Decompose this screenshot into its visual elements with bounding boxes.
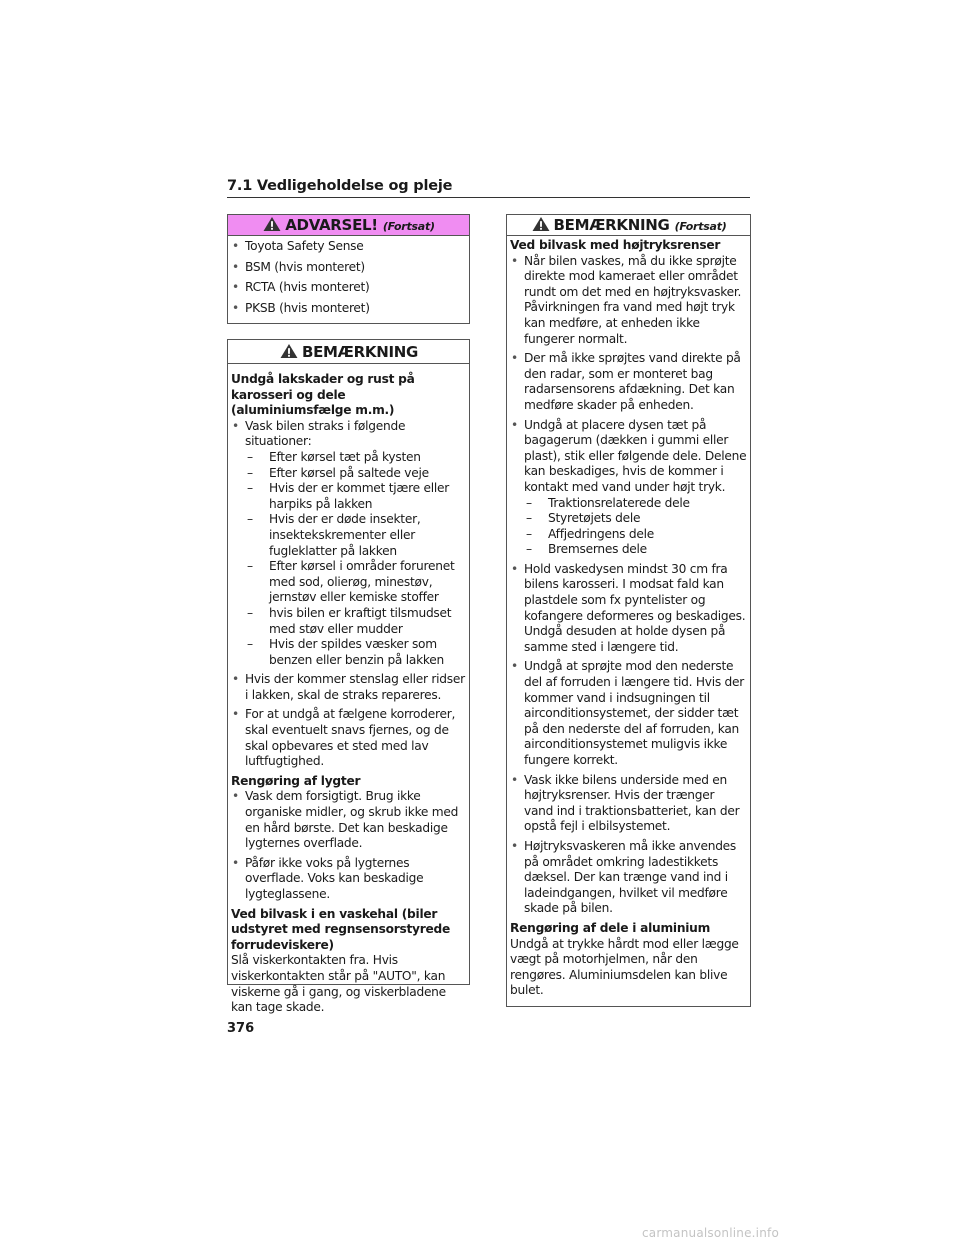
notice-box [227,339,470,1015]
warning-list [231,239,466,316]
section-heading: Rengøring af lygter [231,773,361,788]
dash-item: – Hvis der er kommet tjære eller harpiks på lakken [245,481,466,512]
bullet-list [231,419,466,770]
dash-item: – hvis bilen er kraftigt tilsmudset med støv eller mudder [245,606,466,637]
dash-item: – Efter kørsel tæt på kysten [245,450,466,466]
list-item [231,672,466,703]
dash-item: – Efter kørsel på saltede veje [245,466,466,482]
warning-continued: (Fortsat) [382,220,435,233]
bullet-text: Vask dem forsigtigt. Brug ikke organiske midler, og skrub ikke med en hård børste. Det kan beskadige lygternes overflade. [245,789,459,851]
dash-item: – Hvis der spildes væsker som benzen eller benzin på lakken [245,637,466,668]
dash-item: – Hvis der er døde insekter, insektekskrementer eller fugleklatter på lakken [245,512,466,559]
dash-list [245,450,466,668]
warning-triangle-icon [262,216,282,232]
watermark: carmanualsonline.info [642,1226,779,1240]
warning-box-header [228,215,469,236]
list-item [510,351,747,413]
dash-item: – Styretøjets dele [524,511,747,527]
paragraph: Undgå at trykke hårdt mod eller lægge vægt på motorhjelmen, når den rengøres. Aluminiumsdelen kan blive bulet. [510,936,739,998]
list-item [231,856,466,903]
bullet-text: Når bilen vaskes, må du ikke sprøjte direkte mod kameraet eller området rundt om det med en højtryksvasker. Påvirkningen fra vand med højt tryk kan medføre, at enheden ikke fungerer normalt. [524,253,742,346]
list-item: • Toyota Safety Sense [231,239,466,255]
warning-title: ADVARSEL! [285,216,378,234]
list-item: • RCTA (hvis monteret) [231,280,466,296]
list-item [510,839,747,917]
bullet-text: Vask bilen straks i følgende situationer: [245,418,406,449]
warning-box [227,214,470,324]
paragraph: Slå viskerkontakten fra. Hvis viskerkontakten står på "AUTO", kan viskerne gå i gang, og viskerbladene kan tage skade. [231,953,446,1015]
notice-title: BEMÆRKNING [301,343,419,361]
notice-cont-continued: (Fortsat) [674,220,727,233]
notice-cont-title: BEMÆRKNING [553,216,670,234]
bullet-list [510,254,747,917]
bullet-text: For at undgå at fælgene korroderer, skal eventuelt snavs fjernes, og de skal opbevares et sted med lav luftfugtighed. [245,707,456,769]
list-item [510,659,747,768]
notice-box-continued [506,214,751,1007]
dash-item: – Traktionsrelaterede dele [524,496,747,512]
bullet-list [231,789,466,902]
list-item [510,418,747,558]
dash-item: – Bremsernes dele [524,542,747,558]
list-item: • BSM (hvis monteret) [231,260,466,276]
section-heading: Ved bilvask i en vaskehal (biler udstyret med regnsensorstyrede forrudeviskere) [231,906,451,952]
list-item: • PKSB (hvis monteret) [231,301,466,317]
bullet-text: Højtryksvaskeren må ikke anvendes på området omkring ladestikkets dæksel. Der kan trænge vand ind i ladeindgangen, hvilket vil medføre skade på bilen. [524,838,737,916]
warning-triangle-icon [279,343,299,359]
bullet-text: Hvis der kommer stenslag eller ridser i lakken, skal de straks repareres. [245,672,465,702]
notice-box-header [228,340,469,364]
section-heading: Rengøring af dele i aluminium [510,920,711,935]
notice-cont-header [507,215,750,236]
notice-content [228,364,469,1027]
warning-triangle-icon [531,216,551,232]
dash-list [524,496,747,558]
list-item [231,707,466,769]
notice-cont-content [507,236,750,1010]
dash-item: – Affjedringens dele [524,527,747,543]
bullet-text: Hold vaskedysen mindst 30 cm fra bilens karosseri. I modsat fald kan plastdele som fx pyntelister og kofangere deformeres og beskadiges. Undgå desuden at holde dysen på samme sted i længere tid. [524,561,746,654]
section-header: 7.1 Vedligeholdelse og pleje [227,178,750,198]
bullet-text: Vask ikke bilens underside med en højtryksrenser. Hvis der trænger vand ind i traktionsbatteriet, kan der opstå fejl i elbilsystemet. [524,772,740,834]
bullet-text: Undgå at sprøjte mod den nederste del af forruden i længere tid. Hvis der kommer vand i indsugningen til airconditionsystemet, der sidder tæt på den nederste del af forruden, kan airconditionsystemet muligvis ikke fungere korrekt. [524,659,745,767]
dash-item: – Efter kørsel i områder forurenet med sod, olierøg, minestøv, jernstøv eller kemiske stoffer [245,559,466,606]
list-item [510,562,747,656]
list-item [510,254,747,348]
list-item [510,773,747,835]
bullet-text: Påfør ikke voks på lygternes overflade. Voks kan beskadige lygteglassene. [245,855,424,901]
list-item [231,789,466,851]
page-number: 376 [227,1021,255,1036]
list-item [231,419,466,669]
bullet-text: Undgå at placere dysen tæt på bagagerum (dækken i gummi eller plast), stik eller følgende dele. Delene kan beskadiges, hvis de kommer i kontakt med vand under højt tryk. [524,417,747,494]
warning-content [228,236,469,327]
section-heading: Ved bilvask med højtryksrenser [510,238,721,252]
section-heading: Undgå lakskader og rust på karosseri og dele (aluminiumsfælge m.m.) [231,372,415,418]
bullet-text: Der må ikke sprøjtes vand direkte på den radar, som er monteret bag radarsensorens afdækning. Det kan medføre skader på enheden. [524,351,741,412]
